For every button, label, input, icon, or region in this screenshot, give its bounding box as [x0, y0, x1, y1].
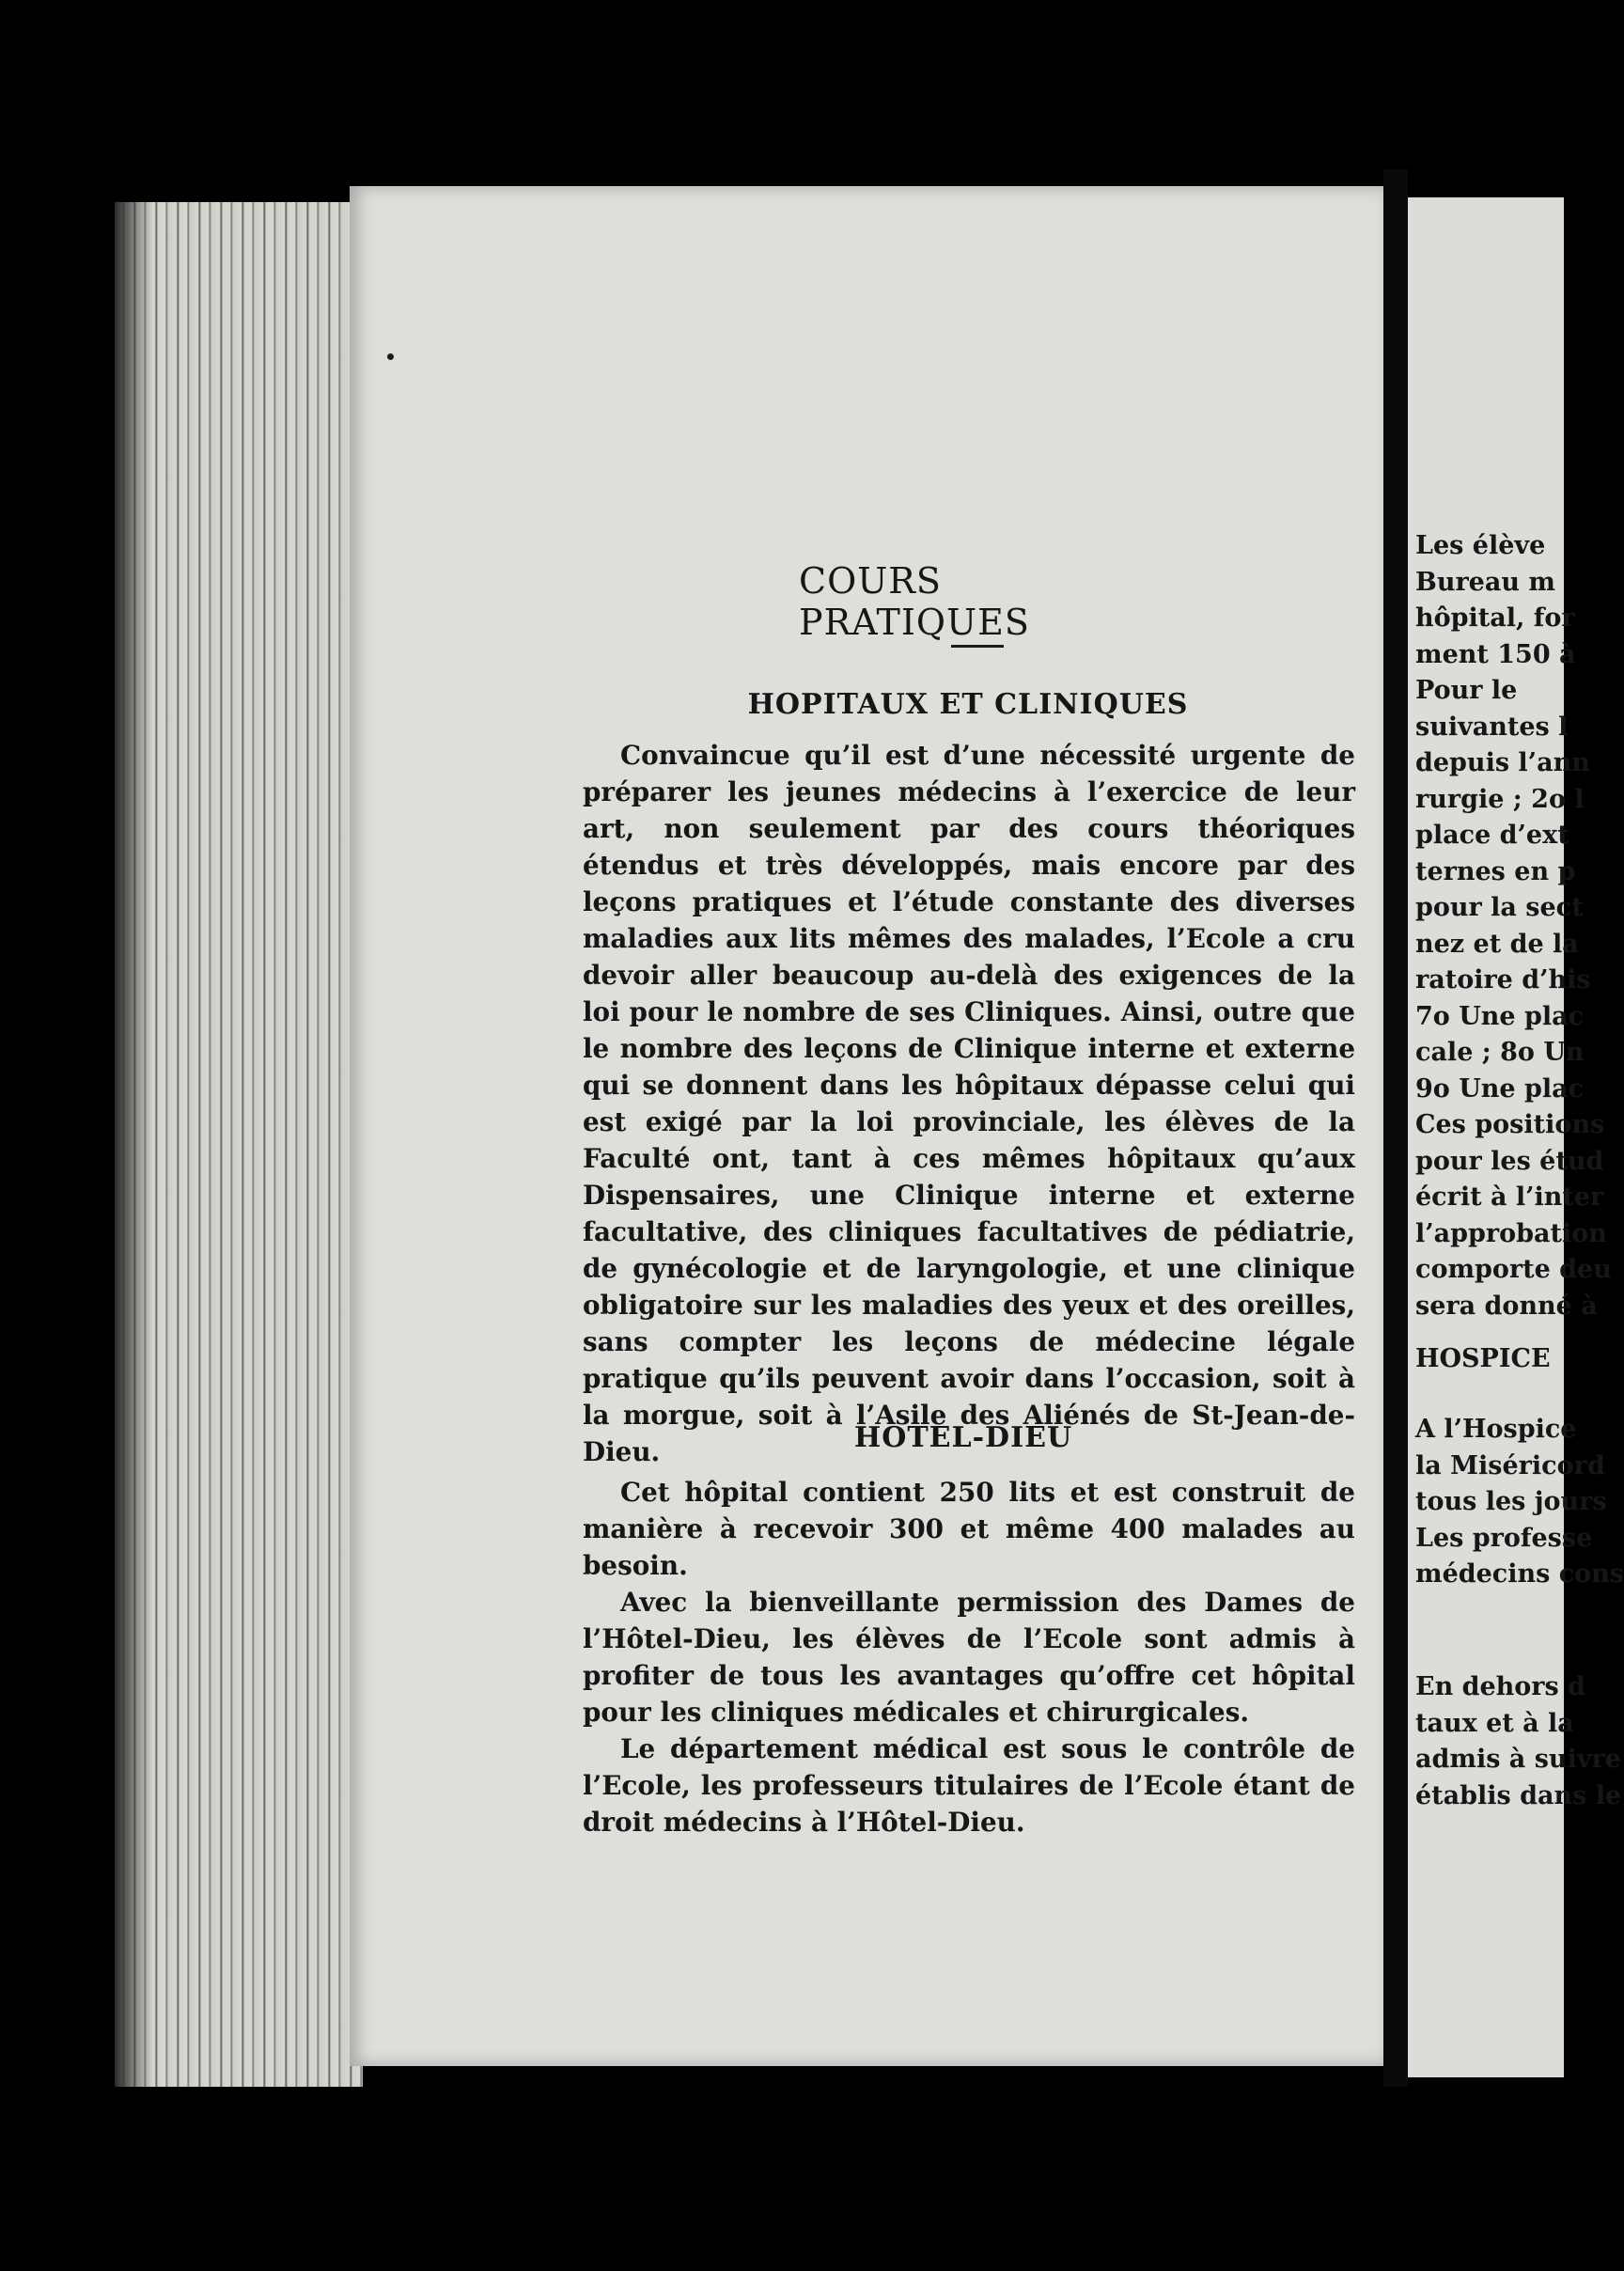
right-page-line: ternes en p	[1415, 856, 1576, 886]
right-page-line: ment 150 à	[1415, 639, 1576, 669]
right-page-line: 7o Une plac	[1415, 1001, 1585, 1031]
right-page-line: 9o Une plac	[1415, 1073, 1585, 1104]
right-page-line: pour les étud	[1415, 1146, 1604, 1176]
right-page-line: Les professe	[1415, 1523, 1593, 1553]
paragraph-hotel-dieu-1: Cet hôpital contient 250 lits et est construit de manière à recevoir 300 et même 400 malades au besoin.	[583, 1477, 1355, 1581]
right-page-line: cale ; 8o Un	[1415, 1038, 1585, 1067]
right-page-line: taux et à la	[1415, 1708, 1574, 1738]
section-hopitaux-body	[583, 737, 1355, 1470]
right-page-line: sera donné à	[1415, 1291, 1598, 1321]
right-page-block-c	[1415, 1412, 1624, 1593]
right-page-line: médecins cons	[1415, 1559, 1624, 1589]
right-page-block-a	[1415, 528, 1612, 1324]
right-page-line: tous les jours	[1415, 1487, 1607, 1516]
book-gutter	[1383, 169, 1408, 2087]
right-page-line: A l’Hospice	[1415, 1415, 1577, 1444]
right-page-line: suivantes l	[1415, 712, 1569, 742]
right-page-line: établis dans le	[1415, 1780, 1622, 1810]
right-page-line: la Miséricord	[1415, 1450, 1605, 1480]
right-page-line: Les élève	[1415, 531, 1546, 560]
book-page-edges	[115, 202, 363, 2087]
right-page-line: place d’ext	[1415, 821, 1569, 850]
paragraph-hotel-dieu-3: Le département médical est sous le contrôle de l’Ecole, les professeurs titulaires de l’Ecole étant de droit médecins à l’Hôtel-Dieu.	[583, 1733, 1355, 1838]
right-page-line: Pour le	[1415, 676, 1518, 705]
right-page-line: ratoire d’his	[1415, 965, 1591, 995]
right-page-heading-hospice: HOSPICE	[1415, 1344, 1551, 1373]
right-page-line: Bureau m	[1415, 567, 1555, 597]
right-page-line: pour la sect	[1415, 893, 1584, 922]
section-heading-hopitaux: HOPITAUX ET CLINIQUES	[747, 688, 1189, 721]
paragraph-hopitaux: Convaincue qu’il est d’une nécessité urgente de préparer les jeunes médecins à l’exercice de leur art, non seulement par des cours théoriques étendus et très développés, mais encore par des leçons pratiques et l’étude constante des diverses maladies aux lits mêmes des malades, l’Ecole a cru devoir aller beaucoup au-delà des exigences de la loi pour le nombre de ses Cliniques. Ainsi, outre que le nombre des leçons de Clinique interne et externe qui se donnent dans les hôpitaux dépasse celui qui est exigé par la loi provinciale, les élèves de la Faculté ont, tant à ces mêmes hôpitaux qu’aux Dispensaires, une Clinique interne et externe facultative, des cliniques facultatives de pédiatrie, de gynécologie et de laryngologie, et une clinique obligatoire sur les maladies des yeux et des oreilles, sans compter les leçons de médecine légale pratique qu’ils peuvent avoir dans l’occasion, soit à la morgue, soit à l’Asile des Aliénés de St-Jean-de-Dieu.	[583, 740, 1355, 1467]
right-page-line: comporte deu	[1415, 1255, 1612, 1284]
section-heading-hotel-dieu: HOTEL-DIEU	[853, 1421, 1073, 1454]
ink-speck	[387, 353, 394, 360]
section-hotel-dieu-body	[583, 1474, 1355, 1840]
right-page-line: l’approbation	[1415, 1218, 1607, 1248]
right-page-line: rurgie ; 2o l	[1415, 784, 1585, 814]
right-page-line: admis à suivre	[1415, 1745, 1621, 1774]
right-page-line: nez et de la	[1415, 929, 1579, 959]
paragraph-hotel-dieu-2: Avec la bienveillante permission des Dames de l’Hôtel-Dieu, les élèves de l’Ecole sont admis à profiter de tous les avantages qu’offre cet hôpital pour les cliniques médicales et chirurgicales.	[583, 1587, 1355, 1728]
title-rule	[951, 645, 1004, 648]
page-title: COURS PRATIQUES	[799, 560, 1030, 643]
right-page-block-d	[1415, 1669, 1621, 1814]
right-page-fragment	[1408, 197, 1624, 2077]
right-page-line: depuis l’ann	[1415, 748, 1590, 777]
right-page-line: En dehors d	[1415, 1672, 1586, 1701]
right-page-line: écrit à l’inter	[1415, 1182, 1604, 1212]
right-page-line: Ces positions	[1415, 1110, 1605, 1139]
right-page-line: hôpital, for	[1415, 603, 1575, 633]
